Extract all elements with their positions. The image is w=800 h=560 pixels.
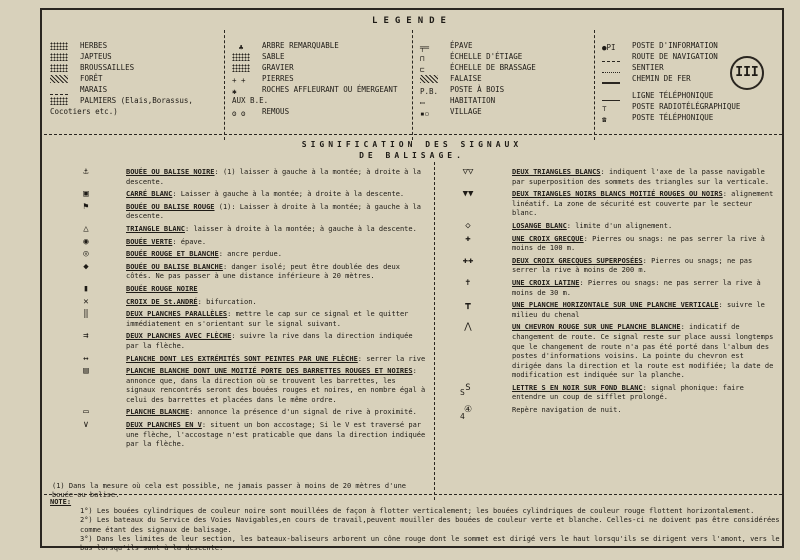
signal-row: [83, 309, 426, 329]
signal-description: : indicatif de changement de route. Ce signal reste sur place aussi longtemps que le changement de route n'a pas été porté dans l'album des postes d'informations voisins. La pointe du chevron est dirigée dans la direction et la route est modifiée; la date de modification est indiquée sur la planche.: [512, 323, 774, 380]
signal-label: BOUÉE VERTE: [126, 237, 173, 246]
route-icon: [602, 53, 620, 62]
signal-description: : épave.: [172, 237, 207, 246]
signal-row: [83, 201, 426, 222]
signal-row: [462, 189, 774, 219]
signal-label: BOUÉE OU BALISE ROUGE: [126, 202, 215, 211]
signal-description: : annonce la présence d'un signal de rive à proximité.: [189, 408, 417, 417]
habitation-icon: ▭: [420, 98, 425, 107]
signals-right-column: [462, 167, 774, 419]
signals-title: SIGNIFICATION DES SIGNAUX: [301, 140, 523, 149]
legend-item: ☎ POSTE TÉLÉPHONIQUE: [602, 113, 714, 124]
legend-item: FORÊT: [50, 73, 200, 84]
signal-label: TRIANGLE BLANC: [126, 224, 186, 233]
signal-row: [83, 283, 426, 295]
signal-row: [83, 353, 426, 365]
signal-label: LETTRE S EN NOIR SUR FOND BLANC: [512, 383, 643, 392]
legend-item: ʘ ʘ REMOUS: [232, 107, 290, 118]
signal-row: [83, 261, 426, 282]
signal-row: [464, 322, 774, 381]
signal-description: : limite d'un alignement.: [566, 221, 673, 230]
signal-description: : mettre le cap sur ce signal et le quitter immédiatement en s'orientant sur le signal suivant.: [126, 310, 409, 328]
radio-icon: ⊤: [602, 104, 607, 113]
legend-item: CHEMIN DE FER: [602, 73, 740, 84]
herbes-symbol-icon: [50, 42, 68, 50]
signal-description: : Pierres ou snags: ne pas serrer la rive à moins de 30 m.: [512, 278, 761, 297]
tree-icon: ♣: [238, 43, 244, 52]
signal-label: DEUX TRIANGLES BLANCS: [512, 168, 601, 176]
epave-icon: ╤═: [420, 43, 430, 52]
signal-row: [465, 277, 774, 298]
legend-item: P.B. POSTE À BOIS: [420, 85, 505, 96]
signal-symbol-icon: ⚓: [83, 167, 89, 177]
signal-row: [83, 407, 426, 418]
signal-description: : ancre perdue.: [218, 250, 282, 259]
signal-label: PLANCHE BLANCHE DONT UNE MOITIÉ PORTE DES BARRETTES ROUGES ET NOIRES: [126, 367, 413, 376]
signal-description: : serrer la rive: [357, 354, 426, 363]
falaise-icon: [420, 75, 438, 83]
legend-item: GRAVIER: [232, 62, 402, 73]
signal-row: [83, 366, 426, 405]
legend-divider: [224, 30, 225, 140]
signal-description: : bifurcation.: [197, 297, 257, 306]
signal-row: [83, 189, 426, 200]
signal-description: : indiquent l'axe de la passe navigable par superposition des sommets des triangles sur la verticale.: [512, 168, 770, 186]
legend-item: HERBES: [50, 40, 200, 51]
signal-row: [465, 300, 774, 320]
section-separator: [44, 494, 782, 495]
signal-label: CROIX DE St.ANDRÉ: [126, 297, 198, 306]
signal-label: BOUÉE ROUGE ET BLANCHE: [126, 250, 219, 259]
legend-col-vegetation: [50, 40, 200, 117]
signal-description: : Laisser à gauche à la montée; à droite à la descente.: [172, 190, 405, 199]
legend-item: MARAIS: [50, 84, 200, 95]
legend-item: LIGNE TÉLÉPHONIQUE: [602, 90, 740, 101]
legend-item: ♣ ARBRE REMARQUABLE: [232, 40, 402, 51]
signal-symbol-icon: ◉: [83, 236, 89, 247]
signal-symbol-icon: ⋀: [464, 322, 472, 333]
signal-description: : Pierres ou snags; ne pas serrer la rive à moins de 200 m.: [512, 256, 753, 275]
foret-symbol-icon: [50, 75, 68, 83]
legend-col-terrain: [232, 40, 402, 117]
signal-label: DEUX TRIANGLES NOIRS BLANCS MOITIÉ ROUGES OU NOIRS: [512, 190, 723, 199]
column-divider: [434, 162, 435, 500]
signal-row: [83, 236, 426, 248]
signal-description: : (1) laisser à gauche à la montée; à droite à la descente.: [126, 168, 422, 186]
signal-symbol-icon: ◆: [83, 261, 89, 272]
roches-icon: ✱: [232, 87, 237, 96]
signal-description: : danger isolé; peut être doublée des deux côtés. Ne pas passer à une distance inférieure à 20 mètres.: [126, 262, 400, 281]
sentier-icon: [602, 64, 620, 73]
signal-label: PLANCHE BLANCHE: [126, 408, 190, 417]
poste-bois-icon: P.B.: [420, 87, 439, 96]
signal-label: DEUX PLANCHES EN V: [126, 421, 202, 430]
signal-symbol-icon: ✝: [465, 277, 471, 288]
notes-block: [50, 498, 780, 553]
signal-label: DEUX PLANCHES AVEC FLÈCHE: [126, 332, 232, 341]
legend-item: ●PI POSTE D'INFORMATION: [602, 41, 718, 52]
signal-symbol-icon: △: [83, 223, 89, 234]
night-marker-number: 4: [460, 412, 465, 421]
signal-label: UNE CROIX GRECQUE: [512, 234, 584, 243]
legend-item: SENTIER: [602, 62, 740, 73]
signal-label: PLANCHE DONT LES EXTRÉMITÉS SONT PEINTES PAR UNE FLÈCHE: [126, 354, 358, 363]
sheet-number-badge: III: [730, 56, 764, 90]
signal-label: BOUÉE ROUGE NOIRE: [126, 284, 198, 293]
legend-item: ▪▫ VILLAGE: [420, 107, 482, 118]
signal-description: : suivre la rive dans la direction indiquée par la flèche.: [126, 332, 413, 350]
signal-label: BOUÉE OU BALISE NOIRE: [126, 168, 215, 176]
signal-description: : suivre le milieu du chenal: [512, 301, 765, 319]
signal-description: : annonce que, dans la direction où se trouvent les barrettes, les signaux rencontrés seront des bouées rouges et noires, en nombre égal à celui des barrettes et placées dans le même ordre.: [126, 367, 426, 404]
legend-item: ⊏ ÉCHELLE DE BRASSAGE: [420, 63, 536, 74]
legend-item: ▭ HABITATION: [420, 96, 496, 107]
pierres-icon: + +: [232, 76, 246, 85]
signal-symbol-icon: ⇉: [83, 331, 89, 342]
signal-label: UNE PLANCHE HORIZONTALE SUR UNE PLANCHE VERTICALE: [512, 301, 719, 310]
signal-symbol-icon: ▣: [83, 189, 89, 200]
letter-s-sign: S: [460, 388, 465, 397]
signal-symbol-icon: ④: [463, 405, 473, 416]
echelle-etiage-icon: ⊓: [420, 54, 425, 63]
echelle-brassage-icon: ⊏: [420, 65, 425, 74]
signal-label: CARRÉ BLANC: [126, 190, 173, 199]
legend-item: FALAISE: [420, 73, 536, 84]
legend-item: PALMIERS (Elais,Borassus, Cocotiers etc.): [50, 96, 193, 116]
signal-row: [465, 233, 774, 254]
signal-symbol-icon: ✚: [465, 233, 471, 244]
signal-row: [462, 167, 774, 187]
broussailles-symbol-icon: [50, 64, 68, 72]
signal-description: : Pierres ou snags: ne pas serrer la rive à moins de 100 m.: [512, 234, 765, 253]
legend-col-infrastructure: [602, 40, 740, 123]
legend-title: LEGENDE: [372, 16, 452, 26]
legend-item: ⊤ POSTE RADIOTÉLÉGRAPHIQUE: [602, 102, 741, 113]
signal-row: [83, 296, 426, 308]
legend-box: [44, 30, 782, 142]
signal-symbol-icon: ✕: [83, 296, 89, 307]
signals-subtitle: DE BALISAGE.: [359, 151, 465, 160]
notes-label: NOTE:: [50, 498, 72, 506]
signal-symbol-icon: ∨: [83, 420, 89, 431]
legend-item: JAPTEUS: [50, 51, 200, 62]
signal-description: : laisser à droite à la montée; à gauche à la descente.: [185, 224, 417, 233]
legend-item: SABLE: [232, 51, 402, 62]
legend-item: ⊓ ÉCHELLE D'ÉTIAGE: [420, 52, 523, 63]
poste-information-icon: ●PI: [602, 43, 616, 52]
telephone-post-icon: ☎: [602, 115, 607, 124]
signal-label: LOSANGE BLANC: [512, 221, 567, 230]
signal-symbol-icon: ⚑: [83, 201, 89, 212]
legend-col-river: [420, 40, 536, 117]
legend-item: BROUSSAILLES: [50, 62, 200, 73]
signal-row: [83, 167, 426, 187]
note-item: 2°) Les bateaux du Service des Voies Navigables,en cours de travail,peuvent mouiller des bouées de couleur verte et blanche. Celles-ci ne doivent pas être considérées comme étant des signaux de balisage.: [80, 516, 780, 534]
signal-description: : signal phonique: faire entendre un coup de sifflet prolongé.: [512, 383, 744, 402]
legend-divider: [412, 30, 413, 140]
signal-symbol-icon: ▽▽: [462, 167, 474, 177]
signal-row: [83, 249, 426, 260]
signal-row: [462, 255, 774, 276]
signal-description: (1): Laisser à droite à la montée; à gauche à la descente.: [126, 202, 422, 221]
signal-symbol-icon: ▼▼: [462, 189, 474, 200]
note-item: 1°) Les bouées cylindriques de couleur noire sont mouillées de façon à flotter verticalement; les bouées cylindriques de couleur rouge flottent horizontalement.: [80, 507, 755, 516]
signal-description: : situent un bon accostage; Si le V est traversé par une flèche, l'accostage n'est praticable que dans la direction indiquée par la flèche.: [126, 421, 426, 449]
signal-symbol-icon: ┳: [465, 300, 471, 311]
sable-symbol-icon: [232, 53, 250, 61]
legend-item: ╤═ ÉPAVE: [420, 41, 473, 52]
legend-divider: [594, 30, 595, 140]
signal-symbol-icon: ▤: [83, 366, 89, 377]
signal-label: UNE CROIX LATINE: [512, 278, 580, 287]
signal-symbol-icon: ▮: [83, 283, 89, 294]
marais-symbol-icon: [50, 86, 68, 95]
signal-symbol-icon: ↔: [83, 353, 89, 364]
signal-symbol-icon: ✚✚: [462, 255, 474, 266]
legend-frame: [40, 8, 784, 553]
signal-symbol-icon: ▭: [83, 407, 89, 418]
japteus-symbol-icon: [50, 53, 68, 61]
signal-label: BOUÉE OU BALISE BLANCHE: [126, 262, 223, 271]
signal-symbol-icon: ◎: [83, 249, 89, 260]
legend-item: + + PIERRES: [232, 74, 294, 85]
section-separator: [44, 134, 782, 135]
signal-label: UN CHEVRON ROUGE SUR UNE PLANCHE BLANCHE: [512, 323, 681, 332]
signal-symbol-icon: ‖: [83, 309, 89, 320]
gravier-symbol-icon: [232, 64, 250, 72]
signal-description: Repère navigation de nuit.: [512, 406, 622, 415]
village-icon: ▪▫: [420, 109, 430, 118]
railway-icon: [602, 74, 620, 84]
legend-item: ✱ ROCHES AFFLEURANT OU ÉMERGEANT AUX B.E.: [232, 85, 398, 105]
signal-row: [465, 382, 774, 403]
signal-label: DEUX PLANCHES PARALLÈLES: [126, 310, 228, 319]
note-item: 3°) Dans les limites de leur section, les bateaux-baliseurs arborent un cône rouge dont le sommet est dirigé vers le haut lorsqu'ils se dirigent vers l'amont, vers le bas lorsqu'ils sont à la descente.: [80, 534, 780, 553]
signal-row: [463, 405, 774, 416]
telephone-line-icon: [602, 92, 620, 101]
signal-symbol-icon: S: [465, 382, 471, 393]
legend-item: ROUTE DE NAVIGATION: [602, 51, 740, 62]
signal-description: : alignement linéatif. La zone de sécurité est couverte par le secteur blanc.: [512, 190, 774, 218]
signal-row: [83, 331, 426, 351]
signal-row: [83, 223, 426, 235]
remous-icon: ʘ ʘ: [232, 109, 246, 118]
signal-row: [83, 420, 426, 450]
footnote: (1) Dans la mesure où cela est possible, ne jamais passer à moins de 20 mètres d'une bouée ou balise.: [52, 482, 407, 499]
signal-symbol-icon: ◇: [465, 220, 471, 231]
signal-row: [465, 220, 774, 232]
palmiers-symbol-icon: [50, 97, 68, 105]
signal-label: DEUX CROIX GRECQUES SUPERPOSÉES: [512, 256, 643, 265]
signals-left-column: [83, 167, 426, 453]
